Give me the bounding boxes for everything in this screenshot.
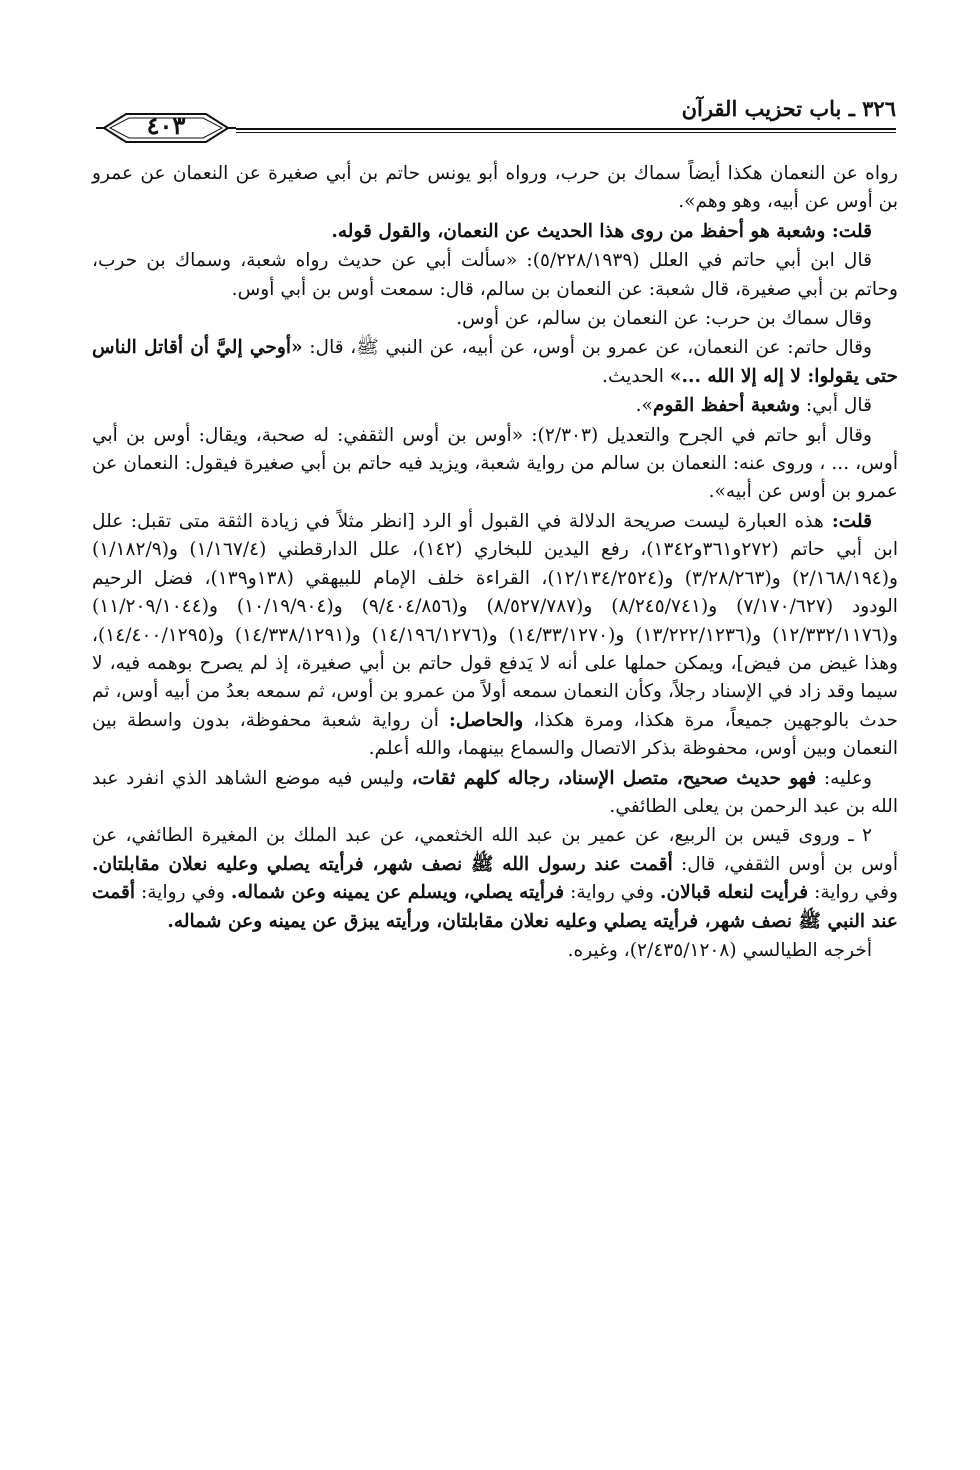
bold-text: «أوحي إليَّ أن أقاتل الناس حتى يقولوا: لا إله إلا الله ...»	[92, 337, 898, 387]
paragraph-lead: قلت:	[823, 510, 873, 532]
bold-text: فرأيت لنعله قبالان.	[660, 882, 809, 904]
text: وفي رواية:	[808, 882, 898, 904]
paragraph	[92, 218, 898, 246]
paragraph	[92, 822, 898, 936]
page-header	[96, 92, 896, 142]
text: الحديث.	[602, 365, 670, 387]
text: ٢ ـ وروى قيس بن الربيع، عن عمير بن عبد الله الخثعمي، عن عبد الملك بن المغيرة الطائفي، عن أوس بن أوس الثقفي، قال:	[92, 825, 898, 875]
text: هذه العبارة ليست صريحة الدلالة في القبول أو الرد [انظر مثلاً في زيادة الثقة متى تقبل: علل ابن أبي حاتم (٢٧٢و٣٦١و١٣٤٢)، رفع اليدين للبخاري (١٤٢)، علل الدارقطني (١/١٦٧/٤) و(١/١٨٢/٩) و(٢/١٦٨/١٩٤) و(٣/٢٨/٢٦٣) و(١٢/١٣٤/٢٥٢٤)، القراءة خلف الإمام للبيهقي (١٣٨و١٣٩)، فضل الرحيم الودود (٧/١٧٠/٦٢٧) و(٨/٢٤٥/٧٤١) و(٨/٥٢٧/٧٨٧) و(٩/٤٠٤/٨٥٦) و(١٠/١٩/٩٠٤) و(١١/٢٠٩/١٠٤٤) و(١٢/٣٣٢/١١٧٦) و(١٣/٢٢٢/١٢٣٦) و(١٤/٣٣/١٢٧٠) و(١٤/١٩٦/١٢٧٦) و(١٤/٣٣٨/١٢٩١) و(١٤/٤٠٠/١٢٩٥)، وهذا غيض من فيض]، ويمكن حملها على أنه لا يَدفع قول حاتم بن أبي صغيرة، إذ لم يصرح بوهمه فيه، لا سيما وقد زاد في الإسناد رجلاً، وكأن النعمان سمعه أولاً من عمرو بن أوس، ثم سمعه بعدُ من أبيه أوس، ثم حدث بالوجهين جميعاً، مرة هكذا، ومرة هكذا،	[92, 510, 899, 731]
paragraph	[92, 392, 898, 420]
paragraph: وقال سماك بن حرب: عن النعمان بن سالم، عن أوس.	[456, 308, 872, 330]
text: وقال حاتم: عن النعمان، عن عمرو بن أوس، عن أبيه، عن النبي ﷺ، قال:	[302, 337, 872, 359]
paragraph	[92, 334, 898, 391]
bold-text: فرأيته يصلي، ويسلم عن يمينه وعن شماله.	[230, 882, 565, 904]
paragraph: أخرجه الطيالسي (٢/٤٣٥/١٢٠٨)، وغيره.	[567, 939, 872, 961]
bold-text: فهو حديث صحيح، متصل الإسناد، رجاله كلهم ثقات،	[411, 767, 817, 789]
paragraph-lead: قلت:	[825, 220, 872, 242]
text: أن رواية شعبة محفوظة، بدون واسطة بين النعمان وبين أوس، محفوظة بذكر الاتصال والسماع بينهما، والله أعلم.	[92, 709, 898, 760]
chapter-title: ٣٢٦ ـ باب تحزيب القرآن	[681, 96, 896, 121]
page-number-ornament	[96, 106, 236, 150]
page-number: ٤٠٣	[146, 111, 186, 140]
text: ».	[635, 395, 653, 417]
paragraph: رواه عن النعمان هكذا أيضاً سماك بن حرب، ورواه أبو يونس حاتم بن أبي صغيرة عن النعمان عن عمرو بن أوس عن أبيه، وهو وهم».	[92, 163, 898, 213]
text: وعليه:	[816, 767, 872, 789]
bold-text: وشعبة أحفظ القوم	[652, 395, 800, 417]
text: وفي رواية:	[564, 882, 661, 904]
paragraph: قال ابن أبي حاتم في العلل (٥/٢٢٨/١٩٣٩): «سألت أبي عن حديث رواه شعبة، وسماك بن حرب، وحاتم بن أبي صغيرة، قال شعبة: عن النعمان بن سالم، قال: سمعت أوس بن أبي أوس.	[92, 250, 898, 300]
bold-text: أقمت عند رسول الله ﷺ نصف شهر، فرأيته يصلي وعليه نعلان مقابلتان.	[92, 853, 673, 875]
paragraph: وقال أبو حاتم في الجرح والتعديل (٢/٣٠٣): «أوس بن أوس الثقفي: له صحبة، ويقال: أوس بن أبي أوس، ... ، وروى عنه: النعمان بن سالم من رواية شعبة، ويزيد فيه حاتم بن أبي صغيرة فيقول: النعمان عن عمرو بن أوس عن أبيه».	[92, 424, 898, 503]
text: وفي رواية:	[135, 882, 231, 904]
page-body	[92, 160, 898, 966]
paragraph	[92, 508, 898, 764]
text: وليس فيه موضع الشاهد الذي انفرد عبد الله بن عبد الرحمن بن يعلى الطائفي.	[92, 767, 898, 817]
bold-text: والحاصل:	[449, 709, 524, 731]
paragraph	[92, 765, 898, 822]
bold-text: أقمت عند النبي ﷺ نصف شهر، فرأيته يصلي وعليه نعلان مقابلتان، ورأيته يبزق عن يمينه وعن شماله.	[92, 882, 898, 932]
bold-text: وشعبة هو أحفظ من روى هذا الحديث عن النعمان، والقول قوله.	[331, 220, 826, 242]
text: قال أبي:	[800, 395, 872, 417]
